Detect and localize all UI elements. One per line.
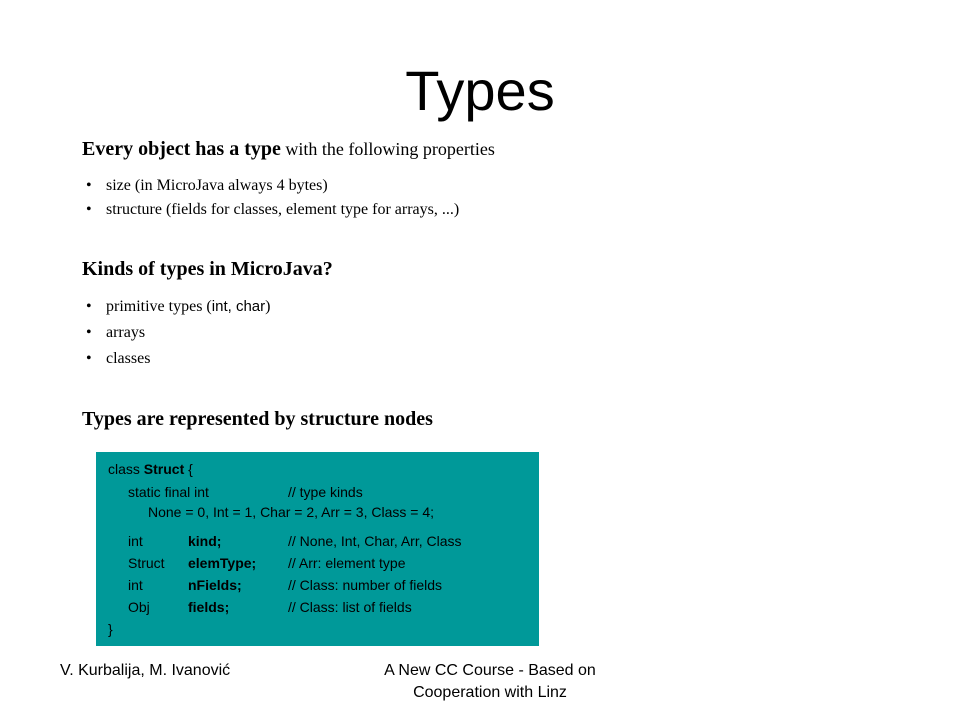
- bullet-text-prefix: primitive types (: [106, 298, 212, 315]
- code-field-comment: // Arr: element type: [288, 555, 406, 571]
- code-brace-close: }: [108, 621, 113, 637]
- code-field-comment: // Class: list of fields: [288, 599, 412, 615]
- bullet-icon: •: [86, 350, 92, 367]
- code-class-declaration: [108, 460, 193, 478]
- code-keyword: class: [108, 461, 144, 477]
- code-field-name: [188, 576, 242, 594]
- list-item: [86, 198, 459, 222]
- code-field-name-text: kind;: [188, 533, 222, 549]
- code-field-name-text: fields;: [188, 599, 230, 615]
- code-class-name: Struct: [143, 461, 185, 477]
- section-heading-object-type: [82, 138, 495, 161]
- list-item: [86, 320, 270, 346]
- code-static-declaration: static final int: [128, 484, 209, 500]
- code-field-type: int: [128, 533, 143, 549]
- list-item: [86, 174, 459, 198]
- bullet-text: structure (fields for classes, element type for arrays, ...): [106, 201, 460, 218]
- bullet-text: size (in MicroJava always 4 bytes): [106, 177, 328, 194]
- heading-bold-text: Every object has a type: [82, 138, 281, 160]
- code-field-name-text: elemType;: [188, 555, 257, 571]
- list-item: [86, 346, 270, 372]
- heading-rest-text: with the following properties: [280, 139, 495, 159]
- code-field-name: [188, 554, 256, 572]
- bullet-text: classes: [106, 350, 151, 367]
- footer-authors: V. Kurbalija, M. Ivanović: [60, 662, 231, 679]
- code-field-type: int: [128, 577, 143, 593]
- footer-course-line2: Cooperation with Linz: [413, 684, 567, 701]
- code-block: [96, 452, 539, 646]
- code-brace-open: {: [184, 461, 193, 477]
- bullet-text-suffix: ): [265, 298, 271, 315]
- code-field-name-text: nFields;: [188, 577, 242, 593]
- footer-course-line1: A New CC Course - Based on: [384, 662, 596, 679]
- list-item: [86, 294, 270, 320]
- properties-list: [86, 174, 459, 222]
- bullet-icon: •: [86, 324, 92, 341]
- section-heading-structure-nodes: Types are represented by structure nodes: [82, 408, 433, 430]
- bullet-code-text: int, char: [211, 298, 266, 315]
- bullet-icon: •: [86, 201, 92, 218]
- kinds-list: [86, 294, 270, 372]
- code-field-type: Obj: [128, 599, 150, 615]
- bullet-icon: •: [86, 298, 92, 315]
- bullet-text: arrays: [106, 324, 146, 341]
- code-static-comment: // type kinds: [288, 484, 363, 500]
- bullet-icon: •: [86, 177, 92, 194]
- code-field-type: Struct: [128, 555, 165, 571]
- section-heading-kinds: Kinds of types in MicroJava?: [82, 258, 333, 280]
- code-field-comment: // Class: number of fields: [288, 577, 443, 593]
- footer-course-title: [340, 660, 640, 704]
- code-constants: None = 0, Int = 1, Char = 2, Arr = 3, Class = 4;: [148, 504, 434, 520]
- code-field-name: [188, 598, 229, 616]
- slide-title: Types: [405, 59, 555, 122]
- code-field-name: [188, 532, 221, 550]
- code-field-comment: // None, Int, Char, Arr, Class: [288, 533, 462, 549]
